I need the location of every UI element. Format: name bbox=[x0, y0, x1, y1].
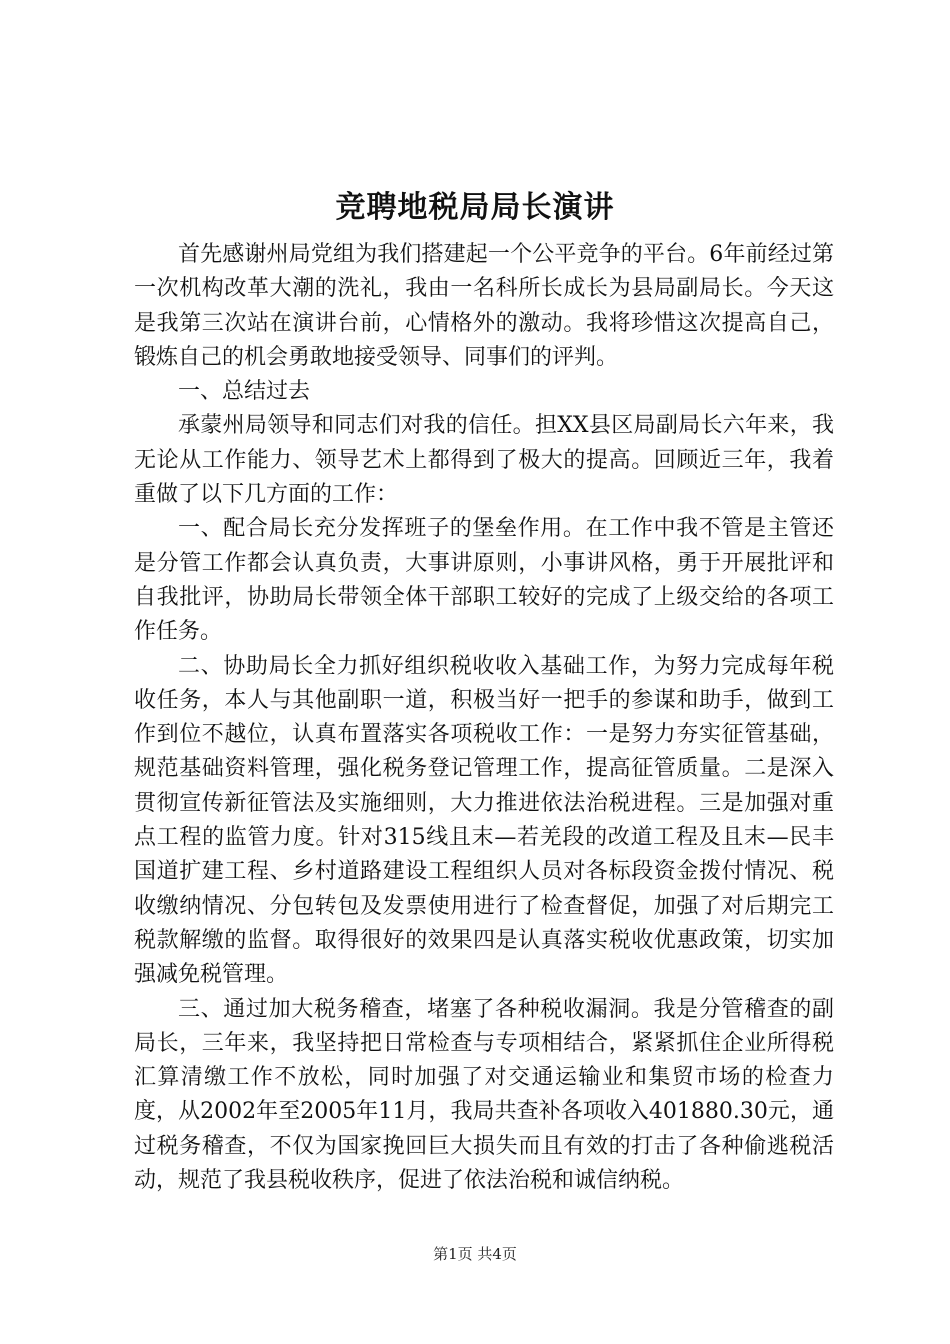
section-heading-summary: 一、总结过去 bbox=[178, 379, 311, 405]
document-title: 竞聘地税局局长演讲 bbox=[335, 190, 615, 225]
paragraph-point-three: 三、通过加大税务稽查，堵塞了各种税收漏洞。我是分管稽查的副局长，三年来，我坚持把日常检查与专项相结合，紧紧抓住企业所得税汇算清缴工作不放松，同时加强了对交通运输业和集贸市场的检查力度，从2002年至2005年11月，我局共查补各项收入401880.30元，通过税务稽查，不仅为国家挽回巨大损失而且有效的打击了各种偷逃税活动，规范了我县税收秩序，促进了依法治税和诚信纳税。 bbox=[134, 996, 834, 1194]
document-body bbox=[134, 238, 834, 1198]
paragraph-intro: 首先感谢州局党组为我们搭建起一个公平竞争的平台。6年前经过第一次机构改革大潮的洗礼，我由一名科所长成长为县局副局长。今天这是我第三次站在演讲台前，心情格外的激动。我将珍惜这次提高自己，锻炼自己的机会勇敢地接受领导、同事们的评判。 bbox=[134, 242, 834, 370]
page-number-footer: 第1页 共4页 bbox=[433, 1245, 517, 1263]
paragraph-point-one: 一、配合局长充分发挥班子的堡垒作用。在工作中我不管是主管还是分管工作都会认真负责，大事讲原则，小事讲风格，勇于开展批评和自我批评，协助局长带领全体干部职工较好的完成了上级交给的各项工作任务。 bbox=[134, 516, 834, 645]
paragraph-review: 承蒙州局领导和同志们对我的信任。担XX县区局副局长六年来，我无论从工作能力、领导艺术上都得到了极大的提高。回顾近三年，我着重做了以下几方面的工作： bbox=[134, 413, 834, 508]
paragraph-point-two: 二、协助局长全力抓好组织税收收入基础工作，为努力完成每年税收任务，本人与其他副职一道，积极当好一把手的参谋和助手，做到工作到位不越位，认真布置落实各项税收工作：一是努力夯实征管基础，规范基础资料管理，强化税务登记管理工作，提高征管质量。二是深入贯彻宣传新征管法及实施细则，大力推进依法治税进程。三是加强对重点工程的监管力度。针对315线且末—若羌段的改道工程及且末—民丰国道扩建工程、乡村道路建设工程组织人员对各标段资金拨付情况、税收缴纳情况、分包转包及发票使用进行了检查督促，加强了对后期完工税款解缴的监督。取得很好的效果四是认真落实税收优惠政策，切实加强减免税管理。 bbox=[134, 653, 834, 988]
